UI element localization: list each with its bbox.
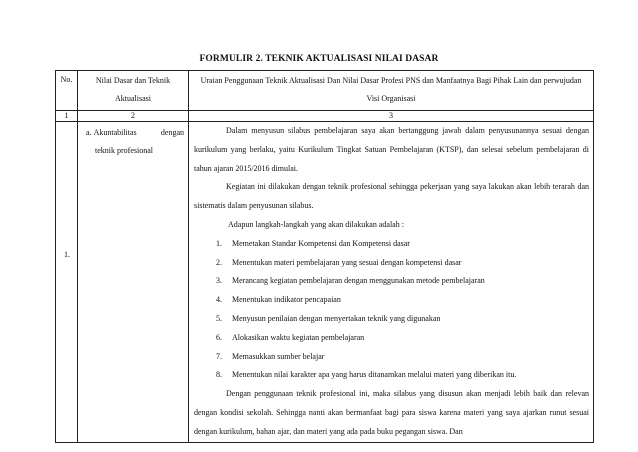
form-title: FORMULIR 2. TEKNIK AKTUALISASI NILAI DASAR [199, 54, 439, 64]
header-nilai-dasar: Nilai Dasar dan Teknik Aktualisasi [78, 71, 189, 111]
item-name-word-2: dengan [160, 128, 184, 137]
column-number-3: 3 [189, 111, 594, 122]
item-name-line-2: teknik profesional [95, 146, 153, 155]
list-item: 4. Menentukan indikator pencapaian [216, 295, 341, 305]
actualization-table [55, 70, 594, 443]
row-number: 1. [64, 250, 70, 259]
list-item: 8. Menentukan nilai karakter apa yang harus ditanamkan melalui materi yang diberikan itu. [216, 370, 517, 380]
header-row [56, 71, 594, 111]
table-row [56, 122, 594, 443]
row-number-cell [56, 122, 78, 443]
paragraph-3: Adapun langkah-langkah yang akan dilakukan adalah : [228, 219, 404, 229]
column-number-1: 1 [56, 111, 78, 122]
list-item: 6. Alokasikan waktu kegiatan pembelajaran [216, 332, 365, 342]
item-name-word: Akuntabilitas [93, 128, 137, 137]
list-item: 2. Menentukan materi pembelajaran yang sesuai dengan kompetensi dasar [216, 257, 462, 267]
list-item: 3. Merancang kegiatan pembelajaran dengan menggunakan metode pembelajaran [216, 276, 485, 286]
list-item: 5. Menyusun penilaian dengan menyertakan teknik yang digunakan [216, 313, 441, 323]
paragraph-1: Dalam menyusun silabus pembelajaran saya akan bertanggung jawab dalam penyusunannya sesuai dengan kurikulum yang berlaku, yaitu Kurikulum Tingkat Satuan Pembelajaran (KTSP), dan selesai sebelum pembelajaran di tahun ajaran 2015/2016 dimulai. [194, 126, 589, 173]
header-no: No. [56, 71, 78, 111]
paragraph-2: Kegiatan ini dilakukan dengan teknik profesional sehingga pekerjaan yang saya lakukan akan lebih terarah dan sistematis dalam penyusunan silabus. [194, 182, 589, 211]
column-number-row [56, 111, 594, 122]
paragraph-4: Dengan penggunaan teknik profesional ini, maka silabus yang disusun akan menjadi lebih baik dan relevan dengan kondisi sekolah. Sehingga nanti akan bermanfaat bagi para siswa karena materi yang saya ajarkan runut sesuai dengan kurikulum, bahan ajar, dan materi yang ada pada buku pegangan siswa. Dan [194, 389, 589, 436]
column-number-2: 2 [78, 111, 189, 122]
item-prefix: a. [86, 128, 92, 137]
list-item: 1. Memetakan Standar Kompetensi dan Kompetensi dasar [216, 238, 410, 248]
nilai-dasar-cell [78, 122, 189, 443]
list-item: 7. Memasukkan sumber belajar [216, 351, 325, 361]
header-uraian: Uraian Penggunaan Teknik Aktualisasi Dan Nilai Dasar Profesi PNS dan Manfaatnya Bagi Pihak Lain dan perwujudan Visi Organisasi [189, 71, 594, 111]
steps-list [194, 235, 589, 385]
uraian-cell [189, 122, 594, 443]
